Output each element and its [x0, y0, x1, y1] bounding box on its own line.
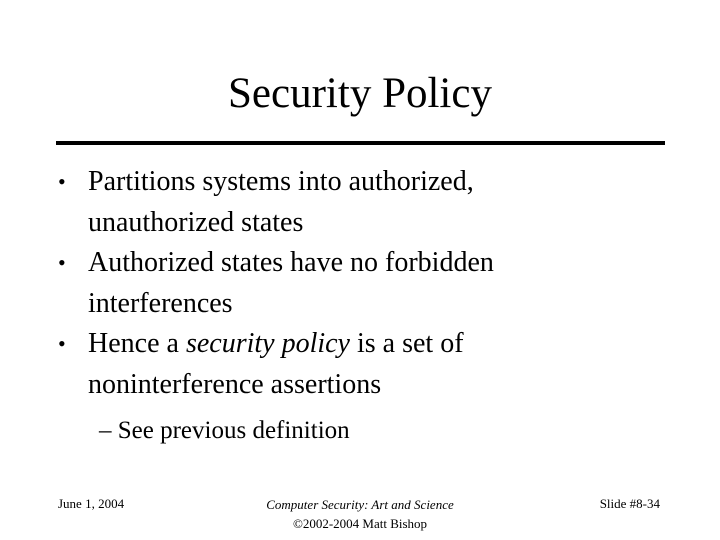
- bullet-line-prefix: Hence a: [88, 328, 186, 359]
- bullet-line-suffix: is a set of: [350, 328, 464, 359]
- bullet-marker: •: [58, 250, 66, 275]
- footer-book-title: Computer Security: Art and Science: [266, 497, 454, 512]
- footer-credits: [210, 495, 510, 533]
- footer-slide-number: Slide #8-34: [599, 496, 660, 511]
- bullet-text: [88, 328, 464, 400]
- bullet-item: [56, 243, 676, 324]
- bullet-line: Authorized states have no forbidden: [88, 247, 494, 278]
- bullet-line: unauthorized states: [88, 206, 304, 238]
- bullet-item: [56, 162, 676, 243]
- slide-title: Security Policy: [228, 70, 492, 117]
- bullet-text: [88, 247, 494, 319]
- title-divider: [56, 141, 665, 145]
- footer-copyright: ©2002-2004 Matt Bishop: [292, 516, 428, 531]
- bullet-list: [56, 162, 676, 405]
- sub-bullet: – See previous definition: [99, 417, 350, 444]
- bullet-line: noninterference assertions: [88, 368, 382, 400]
- bullet-line: Partitions systems into authorized,: [88, 166, 474, 197]
- emphasis-term: security policy: [185, 328, 350, 359]
- bullet-item: [56, 324, 676, 405]
- footer-date: June 1, 2004: [58, 496, 125, 511]
- bullet-marker: •: [58, 169, 66, 194]
- bullet-text: [88, 166, 474, 238]
- bullet-line: interferences: [88, 287, 233, 319]
- bullet-marker: •: [58, 331, 66, 356]
